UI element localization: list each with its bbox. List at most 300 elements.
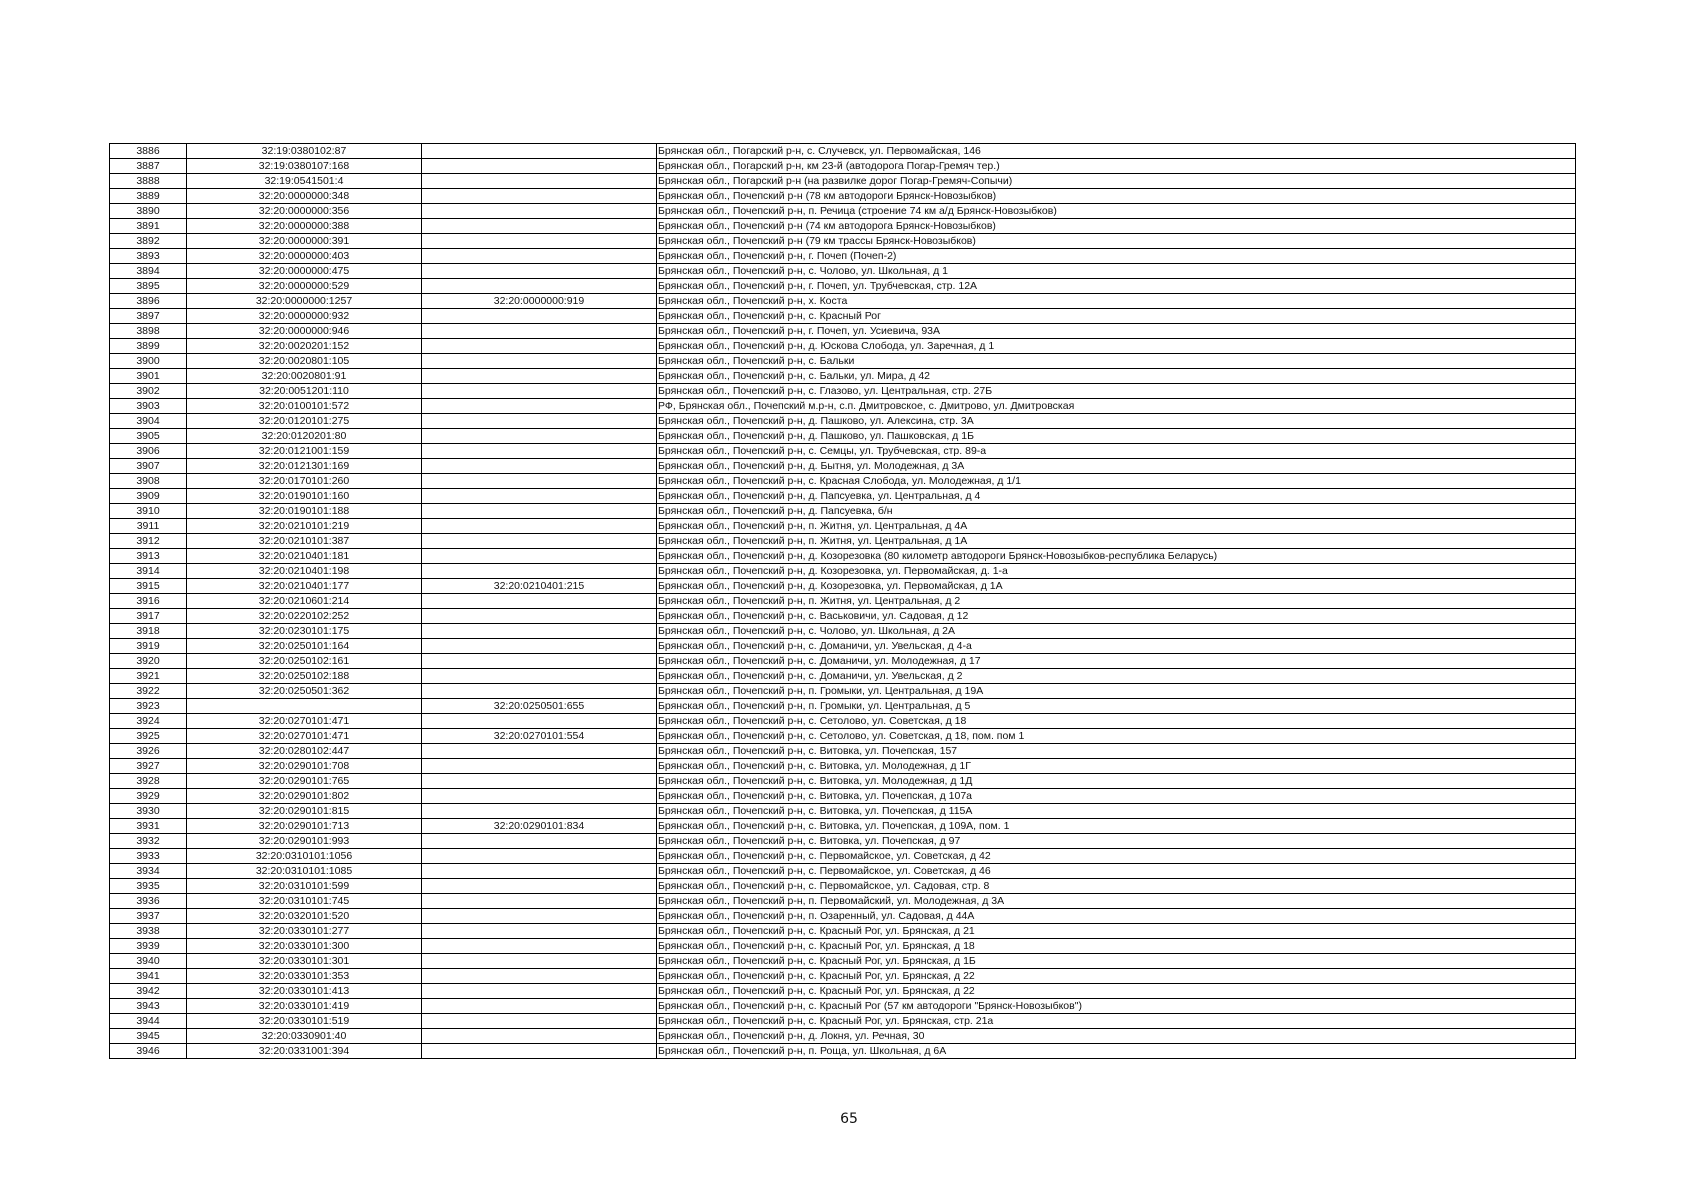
cadastral-number: 32:20:0000000:391 — [187, 234, 422, 249]
cadastral-number: 32:20:0331001:394 — [187, 1044, 422, 1059]
row-number: 3928 — [110, 774, 187, 789]
address: Брянская обл., Почепский р-н, с. Красный Рог (57 км автодороги "Брянск-Новозыбков") — [657, 999, 1576, 1014]
cadastral-number: 32:20:0290101:708 — [187, 759, 422, 774]
table-row — [110, 324, 1576, 339]
address: Брянская обл., Почепский р-н (78 км автодороги Брянск-Новозыбков) — [657, 189, 1576, 204]
cadastral-number: 32:20:0330101:519 — [187, 1014, 422, 1029]
address: Брянская обл., Почепский р-н, с. Чолово, ул. Школьная, д 1 — [657, 264, 1576, 279]
cadastral-number: 32:20:0310101:599 — [187, 879, 422, 894]
table-row — [110, 1044, 1576, 1059]
row-number: 3935 — [110, 879, 187, 894]
cadastral-number: 32:20:0250101:164 — [187, 639, 422, 654]
related-cadastral-number — [422, 174, 657, 189]
related-cadastral-number — [422, 1044, 657, 1059]
table-row — [110, 279, 1576, 294]
table-row — [110, 984, 1576, 999]
cadastral-number: 32:20:0000000:529 — [187, 279, 422, 294]
row-number: 3890 — [110, 204, 187, 219]
address: Брянская обл., Почепский р-н, с. Сетолово, ул. Советская, д 18 — [657, 714, 1576, 729]
related-cadastral-number — [422, 429, 657, 444]
related-cadastral-number — [422, 744, 657, 759]
table-row — [110, 849, 1576, 864]
address: Брянская обл., Почепский р-н, с. Витовка, ул. Почепская, 157 — [657, 744, 1576, 759]
row-number: 3897 — [110, 309, 187, 324]
address: Брянская обл., Почепский р-н, с. Красный Рог — [657, 309, 1576, 324]
row-number: 3891 — [110, 219, 187, 234]
row-number: 3946 — [110, 1044, 187, 1059]
cadastral-number: 32:20:0170101:260 — [187, 474, 422, 489]
cadastral-number: 32:20:0000000:348 — [187, 189, 422, 204]
related-cadastral-number — [422, 969, 657, 984]
table-row — [110, 219, 1576, 234]
table-row — [110, 504, 1576, 519]
table-row — [110, 954, 1576, 969]
address: Брянская обл., Почепский р-н, с. Витовка, ул. Почепская, д 97 — [657, 834, 1576, 849]
address: Брянская обл., Почепский р-н, п. Роща, ул. Школьная, д 6А — [657, 1044, 1576, 1059]
cadastral-number: 32:19:0380102:87 — [187, 144, 422, 159]
cadastral-number: 32:20:0100101:572 — [187, 399, 422, 414]
table-row — [110, 549, 1576, 564]
address: Брянская обл., Почепский р-н, с. Доманичи, ул. Увельская, д 4-а — [657, 639, 1576, 654]
page-number: 65 — [840, 1111, 858, 1127]
cadastral-number: 32:20:0210401:177 — [187, 579, 422, 594]
address: Брянская обл., Почепский р-н, п. Житня, ул. Центральная, д 1А — [657, 534, 1576, 549]
cadastral-number: 32:20:0320101:520 — [187, 909, 422, 924]
cadastral-number: 32:20:0270101:471 — [187, 714, 422, 729]
row-number: 3902 — [110, 384, 187, 399]
cadastral-number: 32:20:0330101:419 — [187, 999, 422, 1014]
cadastral-number — [187, 699, 422, 714]
row-number: 3904 — [110, 414, 187, 429]
table-row — [110, 819, 1576, 834]
related-cadastral-number — [422, 939, 657, 954]
related-cadastral-number — [422, 369, 657, 384]
row-number: 3907 — [110, 459, 187, 474]
address: Брянская обл., Почепский р-н, д. Пашково, ул. Пашковская, д 1Б — [657, 429, 1576, 444]
row-number: 3942 — [110, 984, 187, 999]
table-row — [110, 174, 1576, 189]
row-number: 3899 — [110, 339, 187, 354]
related-cadastral-number — [422, 309, 657, 324]
address: Брянская обл., Почепский р-н, г. Почеп (Почеп-2) — [657, 249, 1576, 264]
address: Брянская обл., Почепский р-н, с. Семцы, ул. Трубчевская, стр. 89-а — [657, 444, 1576, 459]
related-cadastral-number — [422, 219, 657, 234]
row-number: 3887 — [110, 159, 187, 174]
related-cadastral-number — [422, 384, 657, 399]
table-row — [110, 339, 1576, 354]
cadastral-number: 32:20:0330101:413 — [187, 984, 422, 999]
address: Брянская обл., Почепский р-н, д. Папсуевка, ул. Центральная, д 4 — [657, 489, 1576, 504]
address: Брянская обл., Погарский р-н, км 23-й (автодорога Погар-Гремяч тер.) — [657, 159, 1576, 174]
related-cadastral-number — [422, 984, 657, 999]
row-number: 3913 — [110, 549, 187, 564]
table-row — [110, 879, 1576, 894]
table-row — [110, 444, 1576, 459]
related-cadastral-number — [422, 159, 657, 174]
cadastral-number: 32:20:0210101:387 — [187, 534, 422, 549]
row-number: 3940 — [110, 954, 187, 969]
address: Брянская обл., Почепский р-н, с. Витовка, ул. Молодежная, д 1Г — [657, 759, 1576, 774]
related-cadastral-number — [422, 264, 657, 279]
table-row — [110, 669, 1576, 684]
related-cadastral-number — [422, 894, 657, 909]
cadastral-number: 32:20:0290101:815 — [187, 804, 422, 819]
row-number: 3889 — [110, 189, 187, 204]
registry-table — [109, 143, 1576, 1059]
table-row — [110, 459, 1576, 474]
related-cadastral-number — [422, 399, 657, 414]
address: Брянская обл., Погарский р-н, с. Случевск, ул. Первомайская, 146 — [657, 144, 1576, 159]
address: Брянская обл., Почепский р-н, с. Красный Рог, ул. Брянская, стр. 21а — [657, 1014, 1576, 1029]
related-cadastral-number — [422, 279, 657, 294]
related-cadastral-number — [422, 774, 657, 789]
cadastral-number: 32:20:0210401:198 — [187, 564, 422, 579]
related-cadastral-number — [422, 1014, 657, 1029]
cadastral-number: 32:20:0020801:105 — [187, 354, 422, 369]
address: РФ, Брянская обл., Почепский м.р-н, с.п. Дмитровское, с. Дмитрово, ул. Дмитровская — [657, 399, 1576, 414]
table-row — [110, 399, 1576, 414]
cadastral-number: 32:20:0000000:475 — [187, 264, 422, 279]
related-cadastral-number — [422, 234, 657, 249]
address: Брянская обл., Почепский р-н, д. Юскова Слобода, ул. Заречная, д 1 — [657, 339, 1576, 354]
row-number: 3929 — [110, 789, 187, 804]
row-number: 3892 — [110, 234, 187, 249]
row-number: 3900 — [110, 354, 187, 369]
address: Брянская обл., Почепский р-н, с. Первомайское, ул. Садовая, стр. 8 — [657, 879, 1576, 894]
address: Брянская обл., Почепский р-н, д. Локня, ул. Речная, 30 — [657, 1029, 1576, 1044]
address: Брянская обл., Почепский р-н, с. Доманичи, ул. Увельская, д 2 — [657, 669, 1576, 684]
table-row — [110, 774, 1576, 789]
row-number: 3922 — [110, 684, 187, 699]
related-cadastral-number — [422, 624, 657, 639]
table-row — [110, 354, 1576, 369]
related-cadastral-number — [422, 474, 657, 489]
row-number: 3944 — [110, 1014, 187, 1029]
cadastral-number: 32:20:0000000:356 — [187, 204, 422, 219]
row-number: 3945 — [110, 1029, 187, 1044]
cadastral-number: 32:20:0290101:802 — [187, 789, 422, 804]
related-cadastral-number: 32:20:0250501:655 — [422, 699, 657, 714]
address: Брянская обл., Почепский р-н, п. Громыки, ул. Центральная, д 5 — [657, 699, 1576, 714]
related-cadastral-number — [422, 834, 657, 849]
related-cadastral-number — [422, 879, 657, 894]
cadastral-number: 32:20:0121001:159 — [187, 444, 422, 459]
related-cadastral-number — [422, 489, 657, 504]
cadastral-number: 32:20:0310101:1056 — [187, 849, 422, 864]
address: Брянская обл., Почепский р-н (74 км автодорога Брянск-Новозыбков) — [657, 219, 1576, 234]
cadastral-number: 32:20:0121301:169 — [187, 459, 422, 474]
table-row — [110, 309, 1576, 324]
cadastral-number: 32:20:0270101:471 — [187, 729, 422, 744]
related-cadastral-number — [422, 324, 657, 339]
related-cadastral-number — [422, 459, 657, 474]
table-row — [110, 204, 1576, 219]
address: Брянская обл., Почепский р-н, с. Васьковичи, ул. Садовая, д 12 — [657, 609, 1576, 624]
related-cadastral-number — [422, 189, 657, 204]
related-cadastral-number — [422, 594, 657, 609]
row-number: 3886 — [110, 144, 187, 159]
row-number: 3920 — [110, 654, 187, 669]
cadastral-number: 32:20:0330101:353 — [187, 969, 422, 984]
address: Брянская обл., Почепский р-н, с. Глазово, ул. Центральная, стр. 27Б — [657, 384, 1576, 399]
related-cadastral-number — [422, 789, 657, 804]
row-number: 3901 — [110, 369, 187, 384]
related-cadastral-number — [422, 519, 657, 534]
cadastral-number: 32:20:0250501:362 — [187, 684, 422, 699]
row-number: 3924 — [110, 714, 187, 729]
row-number: 3926 — [110, 744, 187, 759]
table-row — [110, 744, 1576, 759]
related-cadastral-number — [422, 249, 657, 264]
table-row — [110, 834, 1576, 849]
table-row — [110, 684, 1576, 699]
row-number: 3919 — [110, 639, 187, 654]
table-row — [110, 654, 1576, 669]
cadastral-number: 32:19:0380107:168 — [187, 159, 422, 174]
cadastral-number: 32:20:0000000:1257 — [187, 294, 422, 309]
related-cadastral-number: 32:20:0000000:919 — [422, 294, 657, 309]
cadastral-number: 32:20:0120101:275 — [187, 414, 422, 429]
row-number: 3911 — [110, 519, 187, 534]
related-cadastral-number — [422, 639, 657, 654]
row-number: 3936 — [110, 894, 187, 909]
table-row — [110, 144, 1576, 159]
row-number: 3934 — [110, 864, 187, 879]
related-cadastral-number: 32:20:0270101:554 — [422, 729, 657, 744]
table-row — [110, 579, 1576, 594]
cadastral-number: 32:20:0000000:403 — [187, 249, 422, 264]
address: Брянская обл., Почепский р-н, с. Чолово, ул. Школьная, д 2А — [657, 624, 1576, 639]
table-row — [110, 894, 1576, 909]
related-cadastral-number — [422, 354, 657, 369]
related-cadastral-number: 32:20:0290101:834 — [422, 819, 657, 834]
cadastral-number: 32:20:0290101:993 — [187, 834, 422, 849]
related-cadastral-number — [422, 804, 657, 819]
address: Брянская обл., Почепский р-н, с. Бальки, ул. Мира, д 42 — [657, 369, 1576, 384]
table-row — [110, 429, 1576, 444]
cadastral-number: 32:20:0000000:946 — [187, 324, 422, 339]
related-cadastral-number — [422, 714, 657, 729]
registry-table-body — [110, 144, 1576, 1059]
related-cadastral-number — [422, 684, 657, 699]
address: Брянская обл., Почепский р-н, д. Козорезовка, ул. Первомайская, д. 1-а — [657, 564, 1576, 579]
related-cadastral-number — [422, 909, 657, 924]
address: Брянская обл., Почепский р-н, х. Коста — [657, 294, 1576, 309]
table-row — [110, 969, 1576, 984]
related-cadastral-number — [422, 414, 657, 429]
cadastral-number: 32:20:0020201:152 — [187, 339, 422, 354]
address: Брянская обл., Почепский р-н, п. Озаренный, ул. Садовая, д 44А — [657, 909, 1576, 924]
cadastral-number: 32:20:0280102:447 — [187, 744, 422, 759]
related-cadastral-number — [422, 954, 657, 969]
address: Брянская обл., Почепский р-н, с. Витовка, ул. Почепская, д 107а — [657, 789, 1576, 804]
related-cadastral-number — [422, 534, 657, 549]
table-row — [110, 384, 1576, 399]
related-cadastral-number — [422, 999, 657, 1014]
table-row — [110, 1014, 1576, 1029]
table-row — [110, 699, 1576, 714]
related-cadastral-number — [422, 549, 657, 564]
table-row — [110, 594, 1576, 609]
table-row — [110, 489, 1576, 504]
address: Брянская обл., Почепский р-н, п. Житня, ул. Центральная, д 2 — [657, 594, 1576, 609]
row-number: 3895 — [110, 279, 187, 294]
address: Брянская обл., Почепский р-н, п. Житня, ул. Центральная, д 4А — [657, 519, 1576, 534]
row-number: 3927 — [110, 759, 187, 774]
address: Брянская обл., Почепский р-н (79 км трассы Брянск-Новозыбков) — [657, 234, 1576, 249]
cadastral-number: 32:20:0000000:932 — [187, 309, 422, 324]
related-cadastral-number — [422, 669, 657, 684]
table-row — [110, 369, 1576, 384]
row-number: 3925 — [110, 729, 187, 744]
cadastral-number: 32:19:0541501:4 — [187, 174, 422, 189]
cadastral-number: 32:20:0230101:175 — [187, 624, 422, 639]
row-number: 3938 — [110, 924, 187, 939]
row-number: 3941 — [110, 969, 187, 984]
address: Брянская обл., Почепский р-н, д. Пашково, ул. Алексина, стр. 3А — [657, 414, 1576, 429]
related-cadastral-number — [422, 204, 657, 219]
address: Брянская обл., Почепский р-н, с. Первомайское, ул. Советская, д 42 — [657, 849, 1576, 864]
table-row — [110, 639, 1576, 654]
cadastral-number: 32:20:0210401:181 — [187, 549, 422, 564]
cadastral-number: 32:20:0290101:713 — [187, 819, 422, 834]
related-cadastral-number — [422, 1029, 657, 1044]
row-number: 3906 — [110, 444, 187, 459]
related-cadastral-number — [422, 654, 657, 669]
related-cadastral-number — [422, 504, 657, 519]
address: Брянская обл., Почепский р-н, д. Козорезовка (80 километр автодороги Брянск-Новозыбков-республика Беларусь) — [657, 549, 1576, 564]
address: Брянская обл., Почепский р-н, с. Первомайское, ул. Советская, д 46 — [657, 864, 1576, 879]
table-row — [110, 234, 1576, 249]
table-row — [110, 714, 1576, 729]
cadastral-number: 32:20:0330101:277 — [187, 924, 422, 939]
table-row — [110, 249, 1576, 264]
related-cadastral-number — [422, 609, 657, 624]
address: Брянская обл., Почепский р-н, д. Козорезовка, ул. Первомайская, д 1А — [657, 579, 1576, 594]
row-number: 3937 — [110, 909, 187, 924]
cadastral-number: 32:20:0330101:300 — [187, 939, 422, 954]
address: Брянская обл., Почепский р-н, с. Красный Рог, ул. Брянская, д 22 — [657, 984, 1576, 999]
related-cadastral-number — [422, 144, 657, 159]
cadastral-number: 32:20:0051201:110 — [187, 384, 422, 399]
related-cadastral-number — [422, 849, 657, 864]
address: Брянская обл., Почепский р-н, г. Почеп, ул. Усиевича, 93А — [657, 324, 1576, 339]
row-number: 3909 — [110, 489, 187, 504]
row-number: 3943 — [110, 999, 187, 1014]
related-cadastral-number — [422, 864, 657, 879]
address: Брянская обл., Почепский р-н, с. Витовка, ул. Молодежная, д 1Д — [657, 774, 1576, 789]
row-number: 3903 — [110, 399, 187, 414]
table-row — [110, 864, 1576, 879]
related-cadastral-number — [422, 759, 657, 774]
address: Брянская обл., Почепский р-н, с. Красный Рог, ул. Брянская, д 1Б — [657, 954, 1576, 969]
table-row — [110, 609, 1576, 624]
cadastral-number: 32:20:0330901:40 — [187, 1029, 422, 1044]
address: Брянская обл., Почепский р-н, с. Доманичи, ул. Молодежная, д 17 — [657, 654, 1576, 669]
cadastral-number: 32:20:0000000:388 — [187, 219, 422, 234]
table-row — [110, 474, 1576, 489]
cadastral-number: 32:20:0310101:1085 — [187, 864, 422, 879]
row-number: 3933 — [110, 849, 187, 864]
table-row — [110, 759, 1576, 774]
row-number: 3930 — [110, 804, 187, 819]
table-row — [110, 189, 1576, 204]
row-number: 3932 — [110, 834, 187, 849]
related-cadastral-number — [422, 339, 657, 354]
cadastral-number: 32:20:0190101:160 — [187, 489, 422, 504]
row-number: 3888 — [110, 174, 187, 189]
table-row — [110, 789, 1576, 804]
cadastral-number: 32:20:0120201:80 — [187, 429, 422, 444]
row-number: 3939 — [110, 939, 187, 954]
address: Брянская обл., Погарский р-н (на развилке дорог Погар-Гремяч-Сопычи) — [657, 174, 1576, 189]
table-row — [110, 729, 1576, 744]
address: Брянская обл., Почепский р-н, с. Витовка, ул. Почепская, д 109А, пом. 1 — [657, 819, 1576, 834]
row-number: 3914 — [110, 564, 187, 579]
address: Брянская обл., Почепский р-н, п. Первомайский, ул. Молодежная, д 3А — [657, 894, 1576, 909]
address: Брянская обл., Почепский р-н, с. Сетолово, ул. Советская, д 18, пом. пом 1 — [657, 729, 1576, 744]
row-number: 3921 — [110, 669, 187, 684]
table-row — [110, 414, 1576, 429]
table-row — [110, 999, 1576, 1014]
address: Брянская обл., Почепский р-н, п. Речица (строение 74 км а/д Брянск-Новозыбков) — [657, 204, 1576, 219]
address: Брянская обл., Почепский р-н, д. Папсуевка, б/н — [657, 504, 1576, 519]
row-number: 3898 — [110, 324, 187, 339]
address: Брянская обл., Почепский р-н, п. Громыки, ул. Центральная, д 19А — [657, 684, 1576, 699]
cadastral-number: 32:20:0290101:765 — [187, 774, 422, 789]
table-row — [110, 264, 1576, 279]
table-row — [110, 939, 1576, 954]
cadastral-number: 32:20:0190101:188 — [187, 504, 422, 519]
address: Брянская обл., Почепский р-н, с. Красный Рог, ул. Брянская, д 18 — [657, 939, 1576, 954]
row-number: 3893 — [110, 249, 187, 264]
table-row — [110, 294, 1576, 309]
cadastral-number: 32:20:0220102:252 — [187, 609, 422, 624]
row-number: 3896 — [110, 294, 187, 309]
row-number: 3912 — [110, 534, 187, 549]
table-row — [110, 564, 1576, 579]
related-cadastral-number: 32:20:0210401:215 — [422, 579, 657, 594]
cadastral-number: 32:20:0020801:91 — [187, 369, 422, 384]
address: Брянская обл., Почепский р-н, с. Витовка, ул. Почепская, д 115А — [657, 804, 1576, 819]
table-row — [110, 519, 1576, 534]
row-number: 3905 — [110, 429, 187, 444]
table-row — [110, 909, 1576, 924]
row-number: 3915 — [110, 579, 187, 594]
address: Брянская обл., Почепский р-н, г. Почеп, ул. Трубчевская, стр. 12А — [657, 279, 1576, 294]
related-cadastral-number — [422, 924, 657, 939]
table-row — [110, 804, 1576, 819]
cadastral-number: 32:20:0210101:219 — [187, 519, 422, 534]
table-row — [110, 1029, 1576, 1044]
table-row — [110, 534, 1576, 549]
table-row — [110, 159, 1576, 174]
address: Брянская обл., Почепский р-н, с. Красный Рог, ул. Брянская, д 21 — [657, 924, 1576, 939]
row-number: 3910 — [110, 504, 187, 519]
related-cadastral-number — [422, 444, 657, 459]
address: Брянская обл., Почепский р-н, с. Красный Рог, ул. Брянская, д 22 — [657, 969, 1576, 984]
cadastral-number: 32:20:0250102:161 — [187, 654, 422, 669]
row-number: 3908 — [110, 474, 187, 489]
row-number: 3894 — [110, 264, 187, 279]
cadastral-number: 32:20:0310101:745 — [187, 894, 422, 909]
row-number: 3923 — [110, 699, 187, 714]
address: Брянская обл., Почепский р-н, с. Бальки — [657, 354, 1576, 369]
cadastral-number: 32:20:0250102:188 — [187, 669, 422, 684]
row-number: 3918 — [110, 624, 187, 639]
row-number: 3916 — [110, 594, 187, 609]
cadastral-number: 32:20:0210601:214 — [187, 594, 422, 609]
